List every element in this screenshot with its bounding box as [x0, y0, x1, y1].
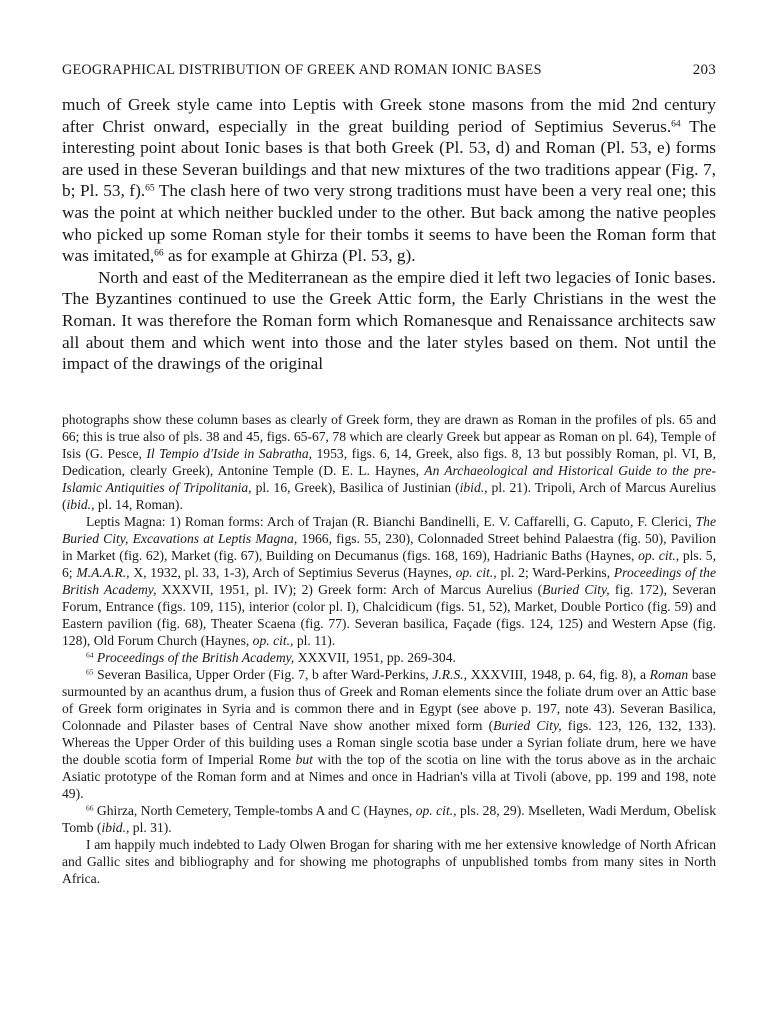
text-span: pl. 16, Greek), Basilica of Justinian (	[251, 480, 460, 495]
footnote-65	[62, 666, 716, 802]
text-span: XXXVII, 1951, pp. 269-304.	[294, 650, 456, 665]
footnote-ref-66: 66	[154, 248, 164, 259]
text-span: fig. 172), Severan Forum, Entrance (figs. 109, 115), interior (color pl. I), Chalcidicum (figs. 51, 52), Market, Double Portico (fig. 59) and Eastern pavilion (fig. 68), Theater Scaena (fig. 77). Severan basilica, Façade (figs. 124, 125) and Western Apse (fig. 128), Old Forum Church (Haynes,	[62, 582, 717, 648]
footnote-leptis-magna	[62, 513, 716, 649]
footnote-66	[62, 802, 716, 836]
body-text	[62, 94, 716, 375]
footnote-number: 65	[86, 667, 94, 677]
text-span: The clash here of two very strong traditions must have been a very real one; this was the point at which neither buckled under to the other. But back among the native peoples who picked up some Roman style for their tombs it seems to have been the Roman form that was imitated,	[62, 181, 716, 266]
italic-span: Buried City,	[493, 718, 562, 733]
acknowledgement-note: I am happily much indebted to Lady Olwen Brogan for sharing with me her extensive knowledge of North African and Gallic sites and bibliography and for showing me photographs of unpublished tombs from many sites in North Africa.	[62, 837, 716, 886]
text-span: pls. 28, 29). Mselleten, Wadi Merdum, Obelisk Tomb (	[62, 803, 717, 835]
italic-span: op. cit.,	[638, 548, 680, 563]
footnote-ref-64: 64	[671, 118, 681, 129]
text-span: XXXVII, 1951, pl. IV); 2) Greek form: Arch of Marcus Aurelius (	[156, 582, 543, 597]
italic-span: op. cit.,	[415, 803, 457, 818]
page-number: 203	[692, 62, 716, 78]
text-span: Leptis Magna: 1) Roman forms: Arch of Trajan (R. Bianchi Bandinelli, E. V. Caffarelli, G. Caputo, F. Clerici,	[86, 514, 696, 529]
text-span: Severan Basilica, Upper Order (Fig. 7, b after Ward-Perkins,	[97, 667, 433, 682]
italic-span: ibid.,	[459, 480, 488, 495]
text-span: Ghirza, North Cemetery, Temple-tombs A and C (Haynes,	[96, 803, 416, 818]
footnote-number: 66	[86, 803, 94, 813]
text-span: pl. 2; Ward-Perkins,	[496, 565, 614, 580]
italic-span: Buried City,	[542, 582, 610, 597]
italic-span: ibid.,	[66, 497, 95, 512]
italic-span: Il Tempio d'Iside in Sabratha,	[146, 446, 313, 461]
body-paragraph-2: North and east of the Mediterranean as the empire died it left two legacies of Ionic bases. The Byzantines continued to use the Greek Attic form, the Early Christians in the west the Roman. It was therefore the Roman form which Romanesque and Renaissance architects saw all about them and which went into those and the later styles based on them. Not until the impact of the drawings of the original	[62, 267, 716, 374]
italic-span: Roman	[649, 667, 689, 682]
text-span: pls. 5, 6;	[62, 548, 716, 580]
text-span: photographs show these column bases as clearly of Greek form, they are drawn as Roman in the profiles of pls. 65 and 66; this is true also of pls. 38 and 45, figs. 65-67, 78 which are clearly Greek but appear as Roman on pl. 64), Temple of Isis (G. Pesce,	[62, 412, 716, 461]
text-span: 1953, figs. 6, 14, Greek, also figs. 8, 13 but possibly Roman, pl. VI, B, Dedication, clearly Greek), Antonine Temple (D. E. L. Haynes,	[62, 446, 716, 478]
footnote-64	[62, 649, 716, 666]
italic-span: Proceedings of the British Academy,	[96, 650, 295, 665]
body-paragraph-1	[62, 94, 716, 267]
text-span: pl. 14, Roman).	[94, 497, 183, 512]
text-span: XXXVIII, 1948, p. 64, fig. 8), a	[467, 667, 650, 682]
text-span: pl. 21). Tripoli, Arch of Marcus Aurelius (	[62, 480, 716, 512]
text-span: as for example at Ghirza (Pl. 53, g).	[163, 246, 416, 266]
italic-span: but	[295, 752, 313, 767]
italic-span: J.R.S.,	[432, 667, 468, 682]
italic-span: Proceedings of the British Academy,	[62, 565, 716, 597]
text-span: with the top of the scotia on line with the torus above as in the archaic Asiatic prototype of the Roman form and at Nimes and once in Hadrian's villa at Tivoli (above, pp. 199 and 198, note 49).	[62, 752, 716, 801]
footnotes	[62, 411, 716, 887]
text-span: figs. 123, 126, 132, 133). Whereas the Upper Order of this building uses a Roman single scotia base under a Syrian foliate drum, here we have the double scotia form of Imperial Rome	[62, 718, 717, 767]
italic-span: ibid.,	[101, 820, 130, 835]
italic-span: op. cit.,	[252, 633, 294, 648]
footnote-ref-65: 65	[145, 183, 155, 194]
text-span: X, 1932, pl. 33, 1-3), Arch of Septimius Severus (Haynes,	[129, 565, 456, 580]
footnote-continuation	[62, 411, 716, 513]
text-span: pl. 11).	[293, 633, 336, 648]
italic-span: An Archaeological and Historical Guide to the pre-Islamic Antiquities of Tripolitania,	[62, 463, 717, 495]
text-span: The interesting point about Ionic bases is that both Greek (Pl. 53, d) and Roman (Pl. 53, e) forms are used in these Severan buildings and that new mixtures of the two traditions appear (Fig. 7, b; Pl. 53, f).	[62, 116, 716, 201]
text-span: much of Greek style came into Leptis with Greek stone masons from the mid 2nd century after Christ onward, especially in the great building period of Septimius Severus.	[62, 95, 716, 136]
italic-span: M.A.A.R.,	[76, 565, 130, 580]
text-span: base surmounted by an acanthus drum, a fusion thus of Greek and Roman elements since the foliate drum over an Attic base of Greek form originates in Syria and is common there and in Egypt (see above p. 197, note 43). Severan Basilica, Colonnade and Pilaster bases of Central Nave show another mixed form (	[62, 667, 716, 733]
italic-span: The Buried City, Excavations at Leptis Magna,	[62, 514, 716, 546]
text-span: pl. 31).	[129, 820, 172, 835]
text-span: 1966, figs. 55, 230), Colonnaded Street behind Palaestra (fig. 50), Pavilion in Market (fig. 62), Market (fig. 67), Building on Decumanus (figs. 168, 169), Hadrianic Baths (Haynes,	[62, 531, 716, 563]
running-title: GEOGRAPHICAL DISTRIBUTION OF GREEK AND ROMAN IONIC BASES	[62, 62, 542, 78]
running-header	[62, 58, 716, 82]
italic-span: op. cit.,	[455, 565, 497, 580]
footnote-number: 64	[86, 650, 94, 660]
